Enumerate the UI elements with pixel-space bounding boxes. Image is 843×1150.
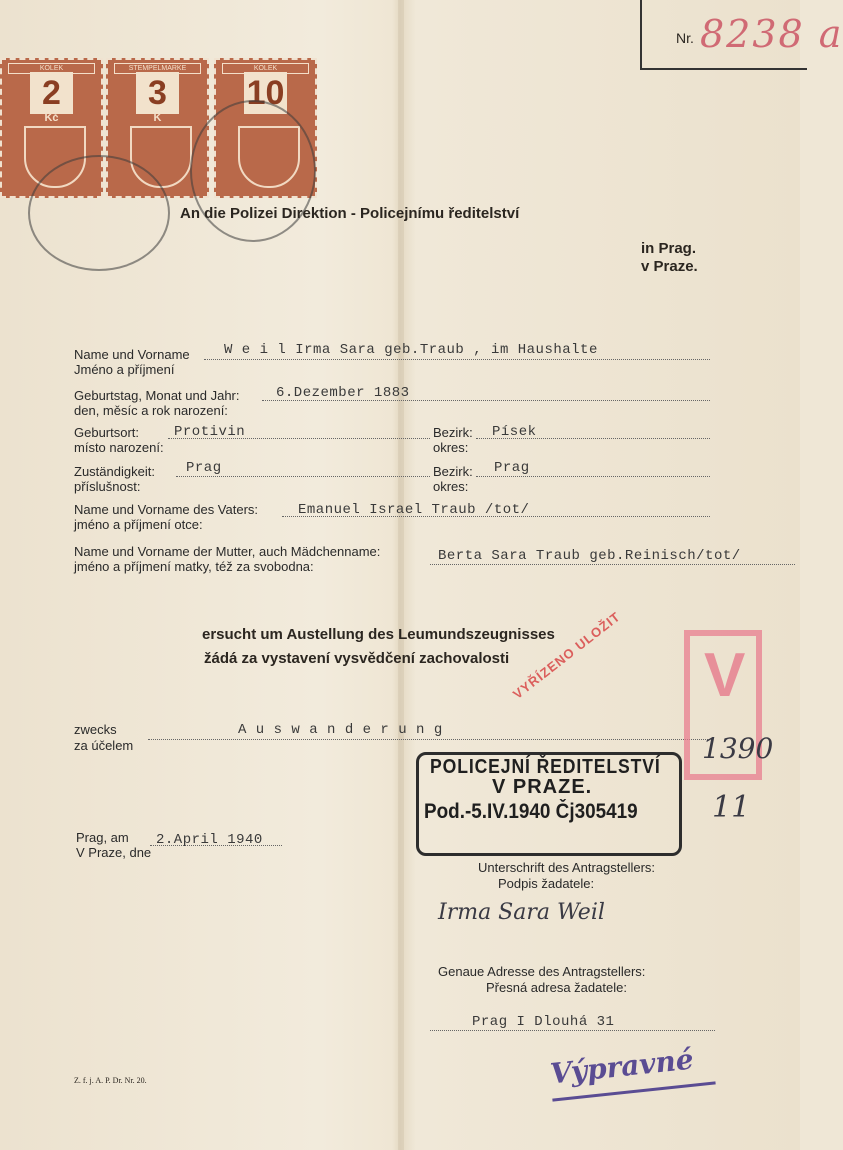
mother-line (430, 564, 795, 565)
birthplace-label-cs: místo narození: (74, 440, 164, 455)
police-stamp-line2: V PRAZE. (492, 776, 593, 798)
father-label-de: Name und Vorname des Vaters: (74, 502, 259, 517)
membership-value: Prag (186, 460, 222, 476)
birthdate-label-cs: den, měsíc a rok narození: (74, 403, 228, 418)
stamp-header: KOLEK (8, 63, 95, 74)
name-label-cs: Jméno a příjmení (74, 362, 175, 377)
name-line (204, 359, 710, 360)
birthplace-value: Protivin (174, 424, 246, 440)
number-label: Nr. (676, 30, 694, 46)
stamp-unit: K (153, 112, 162, 124)
district1-label-de: Bezirk: (433, 425, 473, 440)
stamp-unit: Kč (44, 112, 59, 124)
purpose-value: A u s w a n d e r u n g (238, 722, 443, 738)
birthdate-value: 6.Dezember 1883 (276, 385, 410, 401)
mother-value: Berta Sara Traub geb.Reinisch/tot/ (438, 548, 741, 564)
mother-label-de: Name und Vorname der Mutter, auch Mädchenname: (74, 544, 381, 559)
stamp-value: 3 (136, 72, 179, 114)
district2-value: Prag (494, 460, 530, 476)
signature-label-de: Unterschrift des Antragstellers: (478, 860, 656, 875)
address-value: Prag I Dlouhá 31 (472, 1014, 615, 1030)
district2-line (476, 476, 710, 477)
birthdate-label-de: Geburtstag, Monat und Jahr: (74, 388, 240, 403)
district1-label-cs: okres: (433, 440, 469, 455)
membership-line (176, 476, 430, 477)
hand-note-1390: 1390 (702, 732, 774, 765)
police-stamp-line3: Pod.-5.IV.1940 Čj305419 (424, 800, 638, 823)
birthplace-label-de: Geburtsort: (74, 425, 140, 440)
number-value: 8238 a (700, 12, 843, 56)
recipient-heading: An die Polizei Direktion - Policejnímu ředitelství (180, 205, 520, 222)
address-label-de: Genaue Adresse des Antragstellers: (438, 964, 646, 979)
district2-label-de: Bezirk: (433, 464, 473, 479)
place-label-cs: V Praze, dne (76, 845, 152, 860)
address-label-cs: Přesná adresa žadatele: (486, 980, 627, 995)
hand-note-11: 11 (712, 790, 751, 825)
place-label-de: Prag, am (76, 830, 129, 845)
name-value: W e i l Irma Sara geb.Traub , im Haushalte (224, 342, 598, 358)
father-label-cs: jméno a příjmení otce: (74, 517, 203, 532)
signature-label-cs: Podpis žadatele: (498, 876, 595, 891)
district2-label-cs: okres: (433, 479, 469, 494)
date-value: 2.April 1940 (156, 832, 263, 848)
membership-label-cs: příslušnost: (74, 479, 141, 494)
red-box-letter: V (704, 641, 746, 710)
purpose-line (148, 739, 710, 740)
request-de: ersucht um Austellung des Leumundszeugnisses (202, 626, 555, 643)
round-seal (28, 155, 170, 271)
city-de: in Prag. (641, 240, 697, 257)
stamp-header: STEMPELMARKE (114, 63, 201, 74)
name-label-de: Name und Vorname (74, 347, 190, 362)
stamp-header: KOLEK (222, 63, 309, 74)
city-cs: v Praze. (641, 258, 698, 275)
form-code: Z. f. j. A. P. Dr. Nr. 20. (74, 1076, 147, 1085)
district1-value: Písek (492, 424, 537, 440)
red-settled-stamp: VYŘÍZENO ULOŽIT (510, 608, 624, 702)
purpose-label-de: zwecks (74, 722, 117, 737)
stamp-value: 10 (244, 72, 287, 114)
purpose-label-cs: za účelem (74, 738, 134, 753)
request-cs: žádá za vystavení vysvědčení zachovalosti (204, 650, 510, 667)
mother-label-cs: jméno a příjmení matky, též za svobodna: (74, 559, 314, 574)
police-stamp-line1: POLICEJNÍ ŘEDITELSTVÍ (430, 756, 661, 778)
father-value: Emanuel Israel Traub /tot/ (298, 502, 530, 518)
address-line (430, 1030, 715, 1031)
paper-fold (398, 0, 404, 1150)
signature-value: Irma Sara Weil (438, 900, 605, 925)
stamp-value: 2 (30, 72, 73, 114)
violet-fee-stamp: Výpravné (548, 1042, 696, 1091)
membership-label-de: Zuständigkeit: (74, 464, 155, 479)
